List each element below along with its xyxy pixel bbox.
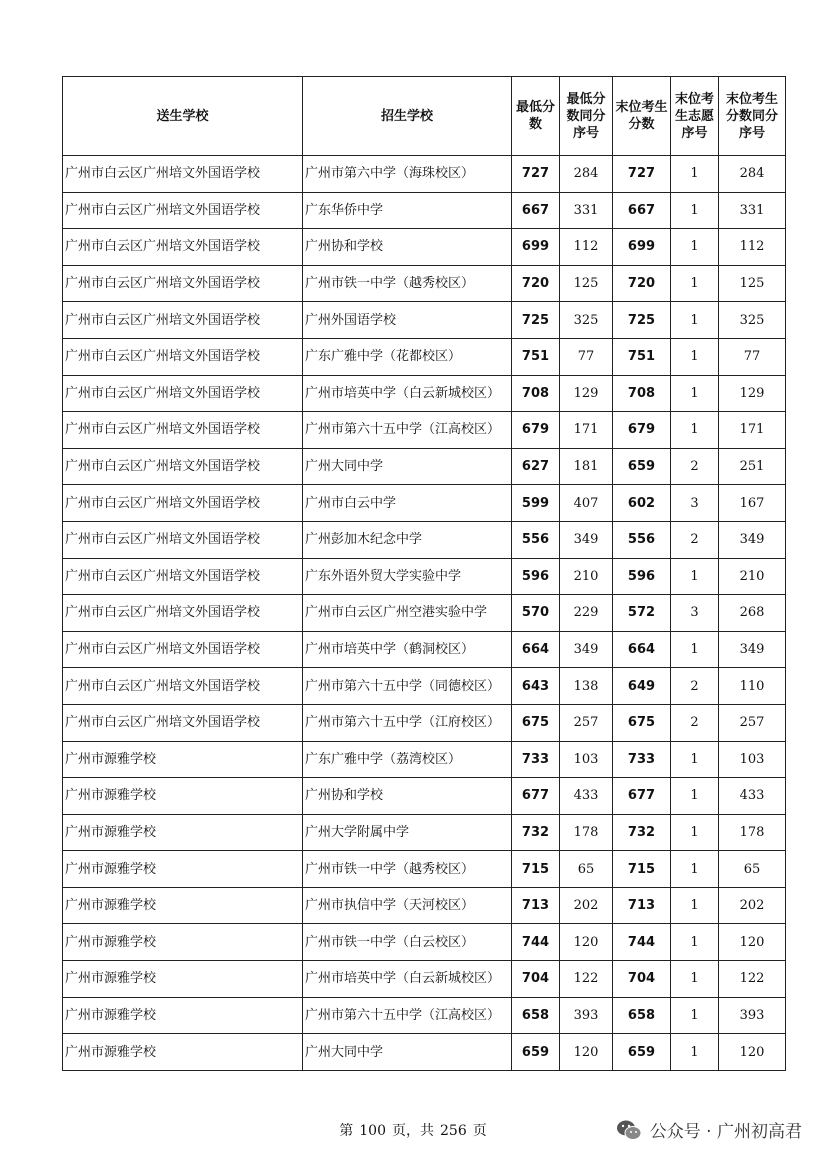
cell-receiver: 广州市铁一中学（越秀校区）	[303, 851, 512, 888]
table-row	[63, 156, 786, 193]
cell-receiver: 广州协和学校	[303, 229, 512, 266]
cell-min-rank: 112	[560, 229, 613, 266]
cell-receiver: 广州市第六十五中学（江高校区）	[303, 997, 512, 1034]
cell-last-score: 664	[613, 631, 671, 668]
cell-sender: 广州市源雅学校	[63, 924, 303, 961]
cell-sender: 广州市白云区广州培文外国语学校	[63, 668, 303, 705]
cell-min-rank: 181	[560, 448, 613, 485]
header-last-rank: 末位考生分数同分序号	[719, 77, 786, 156]
cell-last-score: 572	[613, 595, 671, 632]
cell-min-score: 599	[512, 485, 560, 522]
footer-prefix: 第	[339, 1123, 354, 1139]
cell-last-rank: 349	[719, 631, 786, 668]
cell-last-rank: 112	[719, 229, 786, 266]
cell-last-score: 677	[613, 778, 671, 815]
cell-last-score: 704	[613, 961, 671, 998]
table-row	[63, 302, 786, 339]
cell-last-choice: 2	[671, 704, 719, 741]
cell-last-choice: 1	[671, 558, 719, 595]
header-sender: 送生学校	[63, 77, 303, 156]
cell-last-choice: 1	[671, 814, 719, 851]
cell-last-rank: 120	[719, 924, 786, 961]
cell-last-choice: 1	[671, 412, 719, 449]
cell-last-rank: 65	[719, 851, 786, 888]
cell-min-rank: 103	[560, 741, 613, 778]
cell-sender: 广州市源雅学校	[63, 741, 303, 778]
cell-last-choice: 1	[671, 302, 719, 339]
cell-last-choice: 2	[671, 448, 719, 485]
cell-last-score: 732	[613, 814, 671, 851]
cell-last-rank: 125	[719, 265, 786, 302]
cell-receiver: 广州大同中学	[303, 448, 512, 485]
header-min-score: 最低分数	[512, 77, 560, 156]
cell-last-rank: 393	[719, 997, 786, 1034]
cell-receiver: 广州市第六十五中学（江高校区）	[303, 412, 512, 449]
header-last-score: 末位考生分数	[613, 77, 671, 156]
cell-min-score: 732	[512, 814, 560, 851]
cell-sender: 广州市源雅学校	[63, 961, 303, 998]
header-min-rank: 最低分数同分序号	[560, 77, 613, 156]
cell-sender: 广州市白云区广州培文外国语学校	[63, 302, 303, 339]
cell-last-choice: 3	[671, 485, 719, 522]
cell-receiver: 广州市铁一中学（越秀校区）	[303, 265, 512, 302]
cell-last-rank: 433	[719, 778, 786, 815]
cell-last-choice: 1	[671, 265, 719, 302]
table-row	[63, 521, 786, 558]
cell-last-score: 744	[613, 924, 671, 961]
cell-receiver: 广州市第六中学（海珠校区）	[303, 156, 512, 193]
cell-min-rank: 171	[560, 412, 613, 449]
header-last-choice: 末位考生志愿序号	[671, 77, 719, 156]
cell-last-score: 556	[613, 521, 671, 558]
cell-sender: 广州市源雅学校	[63, 1034, 303, 1071]
cell-last-rank: 284	[719, 156, 786, 193]
cell-min-rank: 393	[560, 997, 613, 1034]
table-row	[63, 558, 786, 595]
cell-sender: 广州市白云区广州培文外国语学校	[63, 704, 303, 741]
cell-sender: 广州市源雅学校	[63, 778, 303, 815]
cell-last-rank: 210	[719, 558, 786, 595]
cell-receiver: 广州外国语学校	[303, 302, 512, 339]
cell-min-rank: 433	[560, 778, 613, 815]
cell-min-rank: 77	[560, 338, 613, 375]
cell-receiver: 广州协和学校	[303, 778, 512, 815]
cell-sender: 广州市白云区广州培文外国语学校	[63, 448, 303, 485]
cell-receiver: 广州市白云中学	[303, 485, 512, 522]
cell-receiver: 广州市第六十五中学（同德校区）	[303, 668, 512, 705]
footer-middle: 页，共	[392, 1123, 434, 1139]
cell-sender: 广州市源雅学校	[63, 997, 303, 1034]
cell-min-score: 570	[512, 595, 560, 632]
cell-sender: 广州市白云区广州培文外国语学校	[63, 375, 303, 412]
cell-receiver: 广东外语外贸大学实验中学	[303, 558, 512, 595]
cell-last-choice: 1	[671, 229, 719, 266]
cell-min-rank: 331	[560, 192, 613, 229]
cell-last-score: 679	[613, 412, 671, 449]
cell-last-score: 715	[613, 851, 671, 888]
cell-min-score: 677	[512, 778, 560, 815]
cell-last-choice: 1	[671, 778, 719, 815]
table-row	[63, 961, 786, 998]
footer-suffix: 页	[472, 1123, 487, 1139]
cell-min-rank: 349	[560, 521, 613, 558]
cell-last-score: 733	[613, 741, 671, 778]
cell-min-score: 751	[512, 338, 560, 375]
cell-min-rank: 325	[560, 302, 613, 339]
cell-min-score: 664	[512, 631, 560, 668]
cell-min-rank: 125	[560, 265, 613, 302]
cell-last-rank: 167	[719, 485, 786, 522]
cell-last-choice: 1	[671, 924, 719, 961]
cell-last-choice: 2	[671, 521, 719, 558]
cell-min-score: 720	[512, 265, 560, 302]
cell-min-rank: 407	[560, 485, 613, 522]
table-row	[63, 595, 786, 632]
table-row	[63, 412, 786, 449]
cell-sender: 广州市白云区广州培文外国语学校	[63, 265, 303, 302]
cell-min-score: 715	[512, 851, 560, 888]
cell-last-rank: 103	[719, 741, 786, 778]
header-receiver: 招生学校	[303, 77, 512, 156]
table-row	[63, 448, 786, 485]
cell-last-score: 659	[613, 1034, 671, 1071]
table-row	[63, 375, 786, 412]
cell-min-score: 596	[512, 558, 560, 595]
table-header-row	[63, 77, 786, 156]
cell-last-rank: 202	[719, 887, 786, 924]
cell-min-score: 699	[512, 229, 560, 266]
cell-last-score: 720	[613, 265, 671, 302]
cell-last-rank: 268	[719, 595, 786, 632]
cell-min-score: 679	[512, 412, 560, 449]
cell-last-score: 725	[613, 302, 671, 339]
cell-min-rank: 229	[560, 595, 613, 632]
cell-last-score: 751	[613, 338, 671, 375]
cell-last-choice: 2	[671, 668, 719, 705]
cell-last-score: 659	[613, 448, 671, 485]
cell-receiver: 广东广雅中学（荔湾校区）	[303, 741, 512, 778]
cell-last-rank: 122	[719, 961, 786, 998]
footer-total-pages: 256	[440, 1123, 467, 1139]
cell-receiver: 广州市第六十五中学（江府校区）	[303, 704, 512, 741]
cell-sender: 广州市白云区广州培文外国语学校	[63, 338, 303, 375]
cell-last-rank: 77	[719, 338, 786, 375]
table-row	[63, 265, 786, 302]
table-row	[63, 229, 786, 266]
cell-min-score: 667	[512, 192, 560, 229]
cell-receiver: 广州市执信中学（天河校区）	[303, 887, 512, 924]
cell-receiver: 广州市铁一中学（白云校区）	[303, 924, 512, 961]
cell-min-rank: 349	[560, 631, 613, 668]
cell-last-score: 708	[613, 375, 671, 412]
cell-last-score: 596	[613, 558, 671, 595]
table-row	[63, 631, 786, 668]
table-row	[63, 704, 786, 741]
cell-last-choice: 1	[671, 1034, 719, 1071]
cell-last-score: 727	[613, 156, 671, 193]
cell-min-score: 627	[512, 448, 560, 485]
cell-last-rank: 331	[719, 192, 786, 229]
cell-receiver: 广州市培英中学（白云新城校区）	[303, 375, 512, 412]
cell-min-rank: 284	[560, 156, 613, 193]
cell-min-score: 713	[512, 887, 560, 924]
cell-sender: 广州市白云区广州培文外国语学校	[63, 229, 303, 266]
table-body	[63, 156, 786, 1071]
watermark-text: 公众号 · 广州初高君	[649, 1122, 802, 1142]
cell-last-rank: 120	[719, 1034, 786, 1071]
cell-last-rank: 110	[719, 668, 786, 705]
cell-sender: 广州市白云区广州培文外国语学校	[63, 412, 303, 449]
cell-sender: 广州市白云区广州培文外国语学校	[63, 485, 303, 522]
cell-last-choice: 1	[671, 997, 719, 1034]
cell-receiver: 广州大同中学	[303, 1034, 512, 1071]
cell-min-score: 643	[512, 668, 560, 705]
cell-min-rank: 120	[560, 924, 613, 961]
cell-min-score: 658	[512, 997, 560, 1034]
cell-last-rank: 171	[719, 412, 786, 449]
wechat-icon	[616, 1119, 642, 1141]
cell-receiver: 广东广雅中学（花都校区）	[303, 338, 512, 375]
admissions-table	[62, 76, 786, 1071]
cell-min-rank: 210	[560, 558, 613, 595]
cell-min-score: 708	[512, 375, 560, 412]
cell-receiver: 广东华侨中学	[303, 192, 512, 229]
watermark	[616, 1117, 802, 1142]
cell-min-rank: 138	[560, 668, 613, 705]
table-row	[63, 338, 786, 375]
cell-last-score: 602	[613, 485, 671, 522]
cell-last-score: 658	[613, 997, 671, 1034]
cell-last-rank: 325	[719, 302, 786, 339]
cell-receiver: 广州市培英中学（鹤洞校区）	[303, 631, 512, 668]
cell-min-score: 556	[512, 521, 560, 558]
cell-last-rank: 257	[719, 704, 786, 741]
cell-min-score: 675	[512, 704, 560, 741]
cell-min-score: 704	[512, 961, 560, 998]
cell-min-score: 744	[512, 924, 560, 961]
cell-last-choice: 1	[671, 741, 719, 778]
cell-min-rank: 122	[560, 961, 613, 998]
cell-sender: 广州市白云区广州培文外国语学校	[63, 558, 303, 595]
cell-receiver: 广州彭加木纪念中学	[303, 521, 512, 558]
table-row	[63, 778, 786, 815]
cell-min-score: 725	[512, 302, 560, 339]
cell-last-choice: 1	[671, 631, 719, 668]
cell-last-score: 713	[613, 887, 671, 924]
cell-last-choice: 1	[671, 961, 719, 998]
cell-min-rank: 120	[560, 1034, 613, 1071]
cell-receiver: 广州市白云区广州空港实验中学	[303, 595, 512, 632]
cell-min-score: 727	[512, 156, 560, 193]
cell-min-rank: 65	[560, 851, 613, 888]
cell-last-rank: 349	[719, 521, 786, 558]
cell-last-choice: 3	[671, 595, 719, 632]
cell-last-choice: 1	[671, 887, 719, 924]
table-row	[63, 485, 786, 522]
cell-sender: 广州市白云区广州培文外国语学校	[63, 156, 303, 193]
cell-min-score: 733	[512, 741, 560, 778]
cell-last-choice: 1	[671, 338, 719, 375]
cell-min-score: 659	[512, 1034, 560, 1071]
cell-last-choice: 1	[671, 375, 719, 412]
cell-sender: 广州市源雅学校	[63, 887, 303, 924]
cell-sender: 广州市白云区广州培文外国语学校	[63, 521, 303, 558]
table-row	[63, 997, 786, 1034]
cell-last-score: 649	[613, 668, 671, 705]
cell-last-score: 675	[613, 704, 671, 741]
cell-sender: 广州市源雅学校	[63, 814, 303, 851]
table-row	[63, 741, 786, 778]
cell-last-choice: 1	[671, 851, 719, 888]
cell-receiver: 广州市培英中学（白云新城校区）	[303, 961, 512, 998]
cell-sender: 广州市白云区广州培文外国语学校	[63, 192, 303, 229]
cell-min-rank: 257	[560, 704, 613, 741]
cell-last-choice: 1	[671, 192, 719, 229]
cell-min-rank: 129	[560, 375, 613, 412]
table-row	[63, 1034, 786, 1071]
table-row	[63, 851, 786, 888]
cell-sender: 广州市白云区广州培文外国语学校	[63, 631, 303, 668]
cell-min-rank: 178	[560, 814, 613, 851]
cell-min-rank: 202	[560, 887, 613, 924]
table-row	[63, 814, 786, 851]
table-row	[63, 192, 786, 229]
cell-sender: 广州市白云区广州培文外国语学校	[63, 595, 303, 632]
table-row	[63, 887, 786, 924]
table-row	[63, 668, 786, 705]
cell-last-rank: 178	[719, 814, 786, 851]
table-row	[63, 924, 786, 961]
cell-last-rank: 129	[719, 375, 786, 412]
cell-receiver: 广州大学附属中学	[303, 814, 512, 851]
cell-last-score: 667	[613, 192, 671, 229]
cell-sender: 广州市源雅学校	[63, 851, 303, 888]
cell-last-choice: 1	[671, 156, 719, 193]
cell-last-score: 699	[613, 229, 671, 266]
cell-last-rank: 251	[719, 448, 786, 485]
footer-page-number: 100	[359, 1123, 386, 1139]
